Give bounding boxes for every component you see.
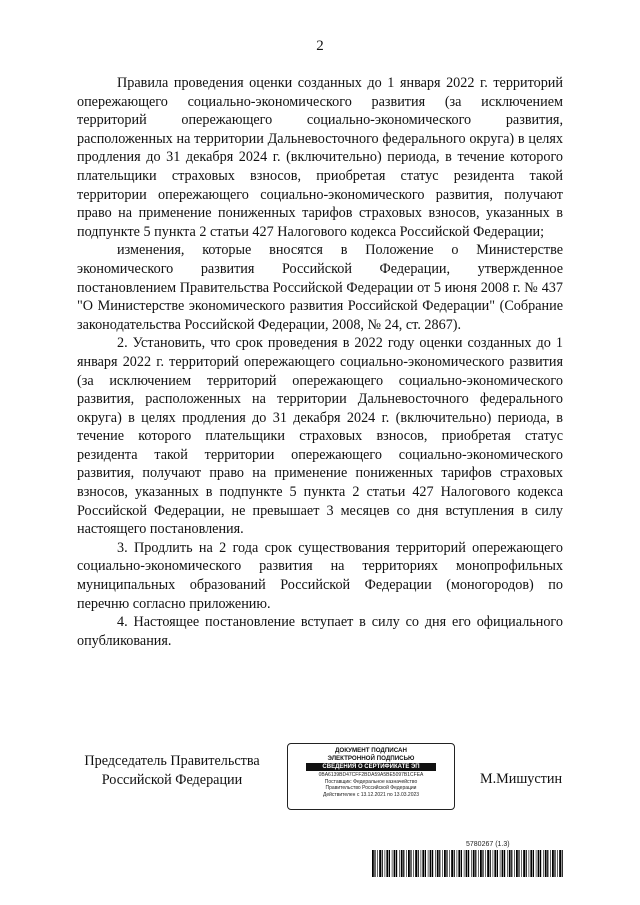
paragraph-item-4: 4. Настоящее постановление вступает в силу со дня его официального опубликования. xyxy=(77,614,563,649)
paragraph-item-2: 2. Установить, что срок проведения в 2022 году оценки созданных до 1 января 2022 г. территорий опережающего социально-экономического развития (за исключением территорий опережающего социально-экономического развития, расположенных на территории Дальневосточного федерального округа) в целях продления до 31 декабря 2024 г. (включительно) периода, в течение которого плательщики страховых взносов, приобретая статус резидента такой территории опережающего социально-экономического развития, получают право на применение пониженных тарифов страховых взносов, указанных в подпункте 5 пункта 2 статьи 427 Налогового кодекса Российской Федерации, не превышает 3 месяцев со дня вступления в силу настоящего постановления. xyxy=(77,335,563,538)
stamp-validity: Действителен с 13.12.2021 по 13.03.2023 xyxy=(322,791,420,798)
document-code: 5780267 (1.3) xyxy=(466,841,510,848)
stamp-certificate-id: 0BA6139BD47CFF2BDA59A5BE5097B1CFEA xyxy=(318,772,424,778)
signatory-title xyxy=(77,752,267,790)
signatory-name: М.Мишустин xyxy=(480,771,563,787)
document-body xyxy=(77,74,563,650)
signatory-title-line1: Председатель Правительства xyxy=(84,753,260,769)
barcode xyxy=(372,850,564,877)
stamp-line2: ЭЛЕКТРОННОЙ ПОДПИСЬЮ xyxy=(327,754,415,762)
stamp-certificate-header: СВЕДЕНИЯ О СЕРТИФИКАТЕ ЭП xyxy=(306,763,436,771)
stamp-owner: Правительство Российской Федерации xyxy=(325,785,417,791)
signatory-title-line2: Российской Федерации xyxy=(101,772,243,788)
paragraph-item-3: 3. Продлить на 2 года срок существования территорий опережающего социально-экономического развития на территориях монопрофильных муниципальных образований Российской Федерации (моногородов) по перечню согласно приложению. xyxy=(77,539,563,612)
electronic-signature-stamp xyxy=(287,743,455,810)
page-number: 2 xyxy=(316,38,324,54)
paragraph-amendments: изменения, которые вносятся в Положение о Министерстве экономического развития Российской Федерации, утвержденное постановлением Правительства Российской Федерации от 5 июня 2008 г. № 437 "О Министерстве экономического развития Российской Федерации" (Собрание законодательства Российской Федерации, 2008, № 24, ст. 2867). xyxy=(77,242,563,333)
stamp-provider: Поставщик: Федеральное казначейство xyxy=(324,778,418,785)
stamp-line1: ДОКУМЕНТ ПОДПИСАН xyxy=(335,747,407,754)
paragraph-rules: Правила проведения оценки созданных до 1 января 2022 г. территорий опережающего социально-экономического развития (за исключением территорий опережающего социально-экономического развития, расположенных на территории Дальневосточного федерального округа) в целях продления до 31 декабря 2024 г. (включительно) периода, в течение которого плательщики страховых взносов, приобретая статус резидента такой территории опережающего социально-экономического развития, получают право на применение пониженных тарифов страховых взносов, указанных в подпункте 5 пункта 2 статьи 427 Налогового кодекса Российской Федерации; xyxy=(77,75,563,240)
